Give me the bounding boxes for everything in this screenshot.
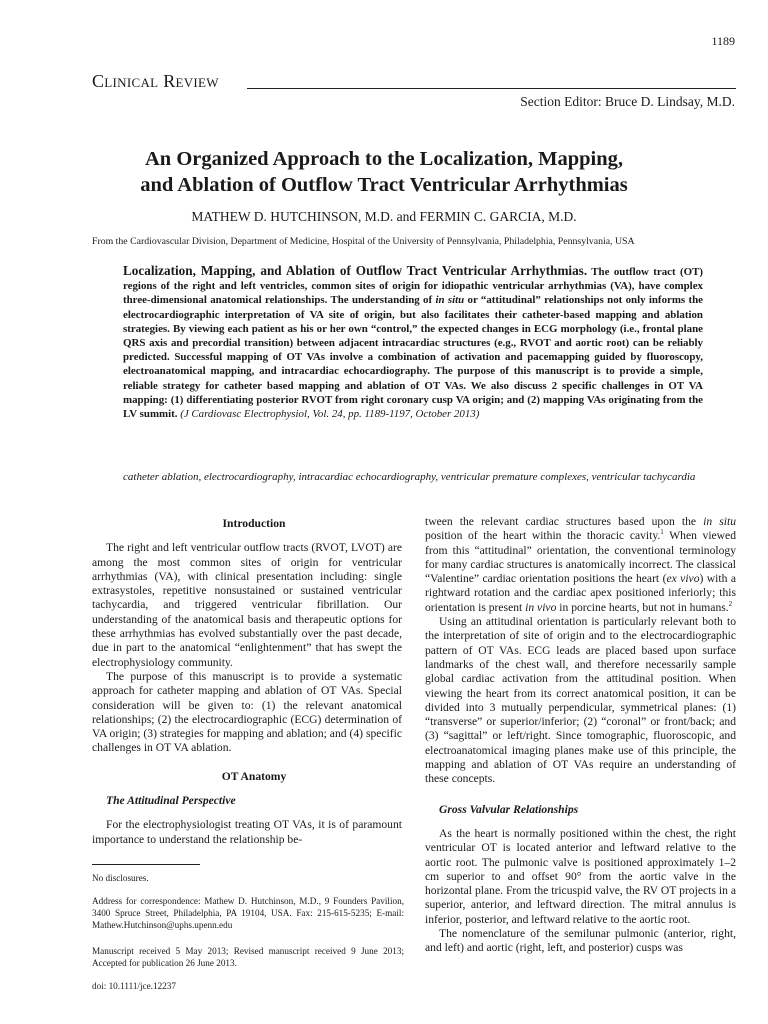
ot-anatomy-heading: OT Anatomy	[221, 769, 287, 783]
footnote-disclosures: No disclosures.	[92, 873, 149, 883]
attitudinal-paragraph-1: For the electrophysiologist treating OT VAs, it is of paramount importance to understand the relationship be-	[92, 818, 402, 846]
abstract	[123, 264, 703, 421]
footnote-received: Manuscript received 5 May 2013; Revised manuscript received 9 June 2013; Accepted for publication 26 June 2013.	[92, 946, 404, 969]
right-paragraph-3: As the heart is normally positioned within the chest, the right ventricular OT is located anterior and leftward relative to the aortic root. The pulmonic valve is positioned approximately 1–2 cm superior to and offset 90° from the aortic valve in the horizontal plane. From the tricuspid valve, the RV OT projects in a superior, anterior, and leftward direction. The mitral annulus is inferior, posterior, and leftward relative to the aortic root.	[425, 826, 736, 926]
left-column	[92, 517, 402, 847]
abstract-lead: Localization, Mapping, and Ablation of Outflow Tract Ventricular Arrhythmias.	[123, 263, 588, 278]
gross-valvular-heading: Gross Valvular Relationships	[439, 802, 579, 816]
affiliation: From the Cardiovascular Division, Department of Medicine, Hospital of the University of Pennsylvania, Philadelphia, Pennsylvania, USA	[92, 236, 635, 247]
reference-2[interactable]: 2	[728, 599, 733, 608]
intro-paragraph-2: The purpose of this manuscript is to provide a systematic approach for catheter mapping and ablation of OT VAs. Special consideration will be given to: (1) the relevant anatomical relationships; (2) the electrocardiographic (ECG) determination of VA origin; (3) strategies for mapping and ablation; and (4) specific challenges in OT VA ablation.	[92, 669, 402, 755]
authors: MATHEW D. HUTCHINSON, M.D. and FERMIN C. GARCIA, M.D.	[191, 209, 577, 224]
right-paragraph-1: tween the relevant cardiac structures based upon the in situ position of the heart within the thoracic cavity.$^1$ When viewed from this “attitudinal” orientation, the conventional terminology for many cardiac structures is anatomically incorrect. The classical “Valentine” cardiac orientation positions the heart (ex vivo) with a rightward rotation and the cardiac apex positioned inferiorly; this orientation is present in vivo in porcine hearts, but not in humans.$^2$	[425, 515, 736, 614]
footnote-divider	[92, 864, 200, 865]
abstract-text-b: or “attitudinal” relationships not only informs the electrocardiographic interpretation of VA site of origin, but also facilitates their catheter-based mapping and ablation strategies. By viewing each patient as his or her own “control,” the expected changes in ECG morphology (i.e., frontal plane QRS axis and precordial transition) between adjacent intracardiac structures (e.g., RVOT and aortic root) can be reliably predicted. Successful mapping of OT VAs involve a combination of activation and pacemapping guided by fluoroscopy, electroanatomical mapping, and intracardiac echocardiography. The purpose of this manuscript is to provide a simple, reliable strategy for catheter based mapping and ablation of OT VAs. We also discuss 2 specific challenges in OT VA mapping: (1) differentiating posterior RVOT from right coronary cusp VA origin; and (2) mapping VAs originating from the LV summit.	[123, 294, 703, 421]
abstract-citation: (J Cardiovasc Electrophysiol, Vol. 24, pp. 1189-1197, October 2013)	[180, 408, 480, 421]
introduction-heading: Introduction	[222, 517, 286, 530]
reference-1[interactable]: 1	[660, 528, 664, 537]
right-paragraph-2: Using an attitudinal orientation is particularly relevant both to the interpretation of site of origin and to the electrocardiographic pattern of OT VAs. ECG leads are placed based upon surface landmarks of the chest wall, and therefore necessarily sample global cardiac activation from the attitudinal position. When viewing the heart from its correct anatomical position, it can be divided into 3 mutually perpendicular, symmetrical planes: (1) “transverse” or superior/inferior; (2) “coronal” or front/back; and (3) “sagittal” or left/right. Since tomographic, fluoroscopic, and electroanatomical imaging planes make use of this principle, the mapping and ablation of OT VAs require an understanding of these concepts.	[425, 615, 736, 786]
section-editor: Section Editor: Bruce D. Lindsay, M.D.	[520, 94, 735, 109]
page-number: 1189	[711, 34, 735, 48]
intro-paragraph-1: The right and left ventricular outflow tracts (RVOT, LVOT) are among the most common sites of origin for ventricular arrhythmias (VA), with clinical presentation including: single extrasystoles, repetitive nonsustained or sustained ventricular tachycardia, and triggered ventricular fibrillation. Our understanding of the anatomical basis and therapeutic options for these arrhythmias has evolved substantially over the past decade, due in part to the anatomical “enlightenment” that has swept the electrophysiology community.	[92, 541, 402, 669]
right-paragraph-4: The nomenclature of the semilunar pulmonic (anterior, right, and left) and aortic (right, left, and posterior) cusps was	[425, 927, 736, 955]
footnote-correspondence: Address for correspondence: Mathew D. Hutchinson, M.D., 9 Founders Pavilion, 3400 Spruce Street, Philadelphia, PA 19104, USA. Fax: 215-615-5235; E-mail: Mathew.Hutchinson@uphs.upenn.edu	[92, 896, 404, 931]
article-title	[60, 146, 708, 198]
keywords: catheter ablation, electrocardiography, intracardiac echocardiography, ventricular premature complexes, ventricular tachycardia	[123, 471, 696, 483]
title-line-1: An Organized Approach to the Localization, Mapping,	[145, 148, 623, 170]
footnote-doi: doi: 10.1111/jce.12237	[92, 981, 176, 991]
abstract-in-situ: in situ	[435, 294, 465, 307]
attitudinal-heading: The Attitudinal Perspective	[106, 794, 236, 808]
title-line-2: and Ablation of Outflow Tract Ventricular Arrhythmias	[140, 174, 628, 196]
section-divider	[247, 88, 736, 89]
section-label: Clinical Review	[92, 71, 219, 91]
right-column	[425, 515, 736, 956]
abstract-text-a: The outflow tract (OT) regions of the right and left ventricles, common sites of origin for idiopathic ventricular arrhythmias (VA), have complex three-dimensional anatomical relationships. The understanding of	[123, 266, 703, 307]
